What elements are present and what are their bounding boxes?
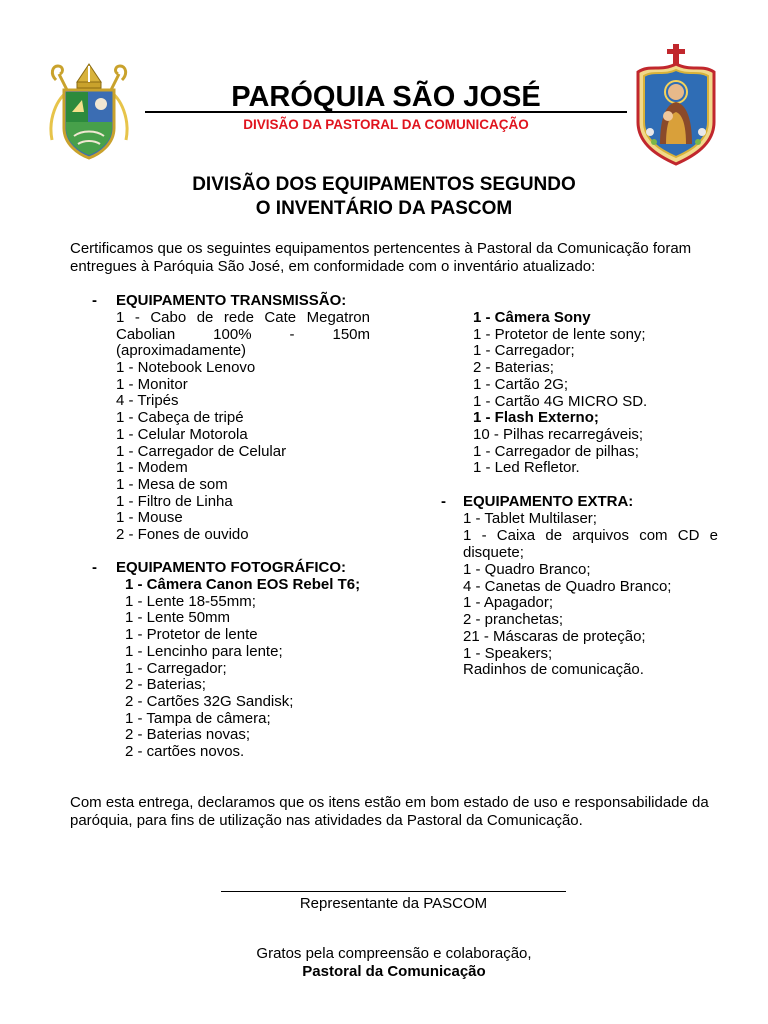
list-item: 10 - Pilhas recarregáveis; (473, 425, 644, 443)
list-item: (aproximadamente) (116, 342, 247, 359)
parish-title: PARÓQUIA SÃO JOSÉ (231, 81, 541, 113)
section-title-extra: EQUIPAMENTO EXTRA: (463, 493, 634, 510)
list-item: 1 - Cartão 4G MICRO SD. (473, 392, 648, 410)
list-item: 1 - Carregador de Celular (116, 442, 287, 460)
list-item: 21 - Máscaras de proteção; (463, 627, 646, 645)
list-item: 1 - Carregador; (473, 342, 575, 360)
list-item: 1 - Tablet Multilaser; (463, 510, 597, 527)
list-item: 1 - Lencinho para lente; (125, 642, 283, 660)
thanks-block (150, 945, 638, 980)
list-item: 1 - Filtro de Linha (116, 492, 233, 510)
list-item: 1 - Carregador; (125, 659, 227, 677)
list-item: 1 - Cabo de rede Cate Megatron (116, 309, 370, 326)
transmissao-list (116, 360, 286, 544)
list-item: 1 - Tampa de câmera; (125, 709, 271, 727)
list-item: 1 - Carregador de pilhas; (473, 442, 639, 460)
camera-sony-item: 1 - Câmera Sony (473, 309, 591, 326)
list-item: disquete; (463, 544, 524, 561)
signature-line (221, 891, 566, 892)
intro-paragraph: Certificamos que os seguintes equipamentos pertencentes à Pastoral da Comunicação foram entregues à Paróquia São José, em conformidade com o inventário atualizado: (70, 240, 692, 275)
list-item: 2 - Cartões 32G Sandisk; (125, 692, 294, 710)
list-item: 1 - Lente 50mm (125, 609, 231, 627)
closing-paragraph: Com esta entrega, declaramos que os itens estão em bom estado de uso e responsabilidade da paróquia, para fins de utilização nas atividades da Pastoral da Comunicação. (70, 794, 709, 829)
thanks-line: Gratos pela compreensão e colaboração, (256, 945, 532, 962)
list-item: 1 - Mesa de som (116, 475, 228, 493)
section-bullet: - (441, 493, 446, 510)
list-item: 1 - Speakers; (463, 644, 553, 662)
heading-line-2: O INVENTÁRIO DA PASCOM (255, 198, 513, 219)
list-item: 2 - pranchetas; (463, 611, 564, 629)
section-bullet: - (92, 559, 97, 576)
saint-joseph-emblem-icon (630, 44, 722, 166)
signature-label: Representante da PASCOM (299, 895, 488, 912)
list-item: 1 - Quadro Branco; (463, 561, 591, 578)
list-item: 1 - Led Refletor. (473, 459, 580, 477)
list-item: 1 - Apagador; (463, 594, 554, 612)
list-item: 1 - Monitor (116, 375, 188, 393)
list-item: 1 - Celular Motorola (116, 425, 248, 443)
flash-item: 1 - Flash Externo; (473, 409, 599, 427)
list-item: 2 - Baterias; (473, 359, 554, 377)
list-item: 2 - Baterias novas; (125, 726, 251, 744)
list-item: 1 - Lente 18-55mm; (125, 592, 256, 610)
heading-line-1: DIVISÃO DOS EQUIPAMENTOS SEGUNDO (192, 174, 576, 195)
list-item: 1 - Caixa de arquivos com CD e (463, 527, 718, 544)
signoff: Pastoral da Comunicação (302, 962, 486, 980)
title-underline (145, 111, 627, 113)
list-item: 4 - Canetas de Quadro Branco; (463, 577, 672, 595)
fotografico-list (125, 577, 360, 761)
camera-canon-item: 1 - Câmera Canon EOS Rebel T6; (125, 576, 361, 593)
list-item: 1 - Cabeça de tripé (116, 409, 244, 427)
extra-list (463, 562, 671, 679)
list-item: 1 - Mouse (116, 509, 183, 527)
list-item: 1 - Protetor de lente sony; (473, 325, 646, 343)
list-item: 2 - Baterias; (125, 676, 206, 694)
list-item: Radinhos de comunicação. (463, 661, 644, 679)
list-item: 1 - Cartão 2G; (473, 375, 569, 393)
division-subtitle: DIVISÃO DA PASTORAL DA COMUNICAÇÃO (243, 117, 529, 132)
list-item: 1 - Modem (116, 459, 188, 477)
list-item: 2 - cartões novos. (125, 743, 245, 761)
list-item: 1 - Protetor de lente (125, 626, 258, 644)
list-item: 2 - Fones de ouvido (116, 526, 249, 544)
list-item: Cabolian 100% - 150m (116, 326, 370, 343)
section-bullet: - (92, 292, 97, 309)
sony-list (473, 310, 647, 477)
list-item: 4 - Tripés (116, 392, 179, 410)
section-title-transmissao: EQUIPAMENTO TRANSMISSÃO: (116, 292, 347, 309)
section-title-fotografico: EQUIPAMENTO FOTOGRÁFICO: (116, 559, 347, 576)
document-heading (100, 173, 668, 221)
list-item: 1 - Notebook Lenovo (116, 359, 256, 376)
diocese-coat-of-arms-icon (44, 60, 134, 164)
